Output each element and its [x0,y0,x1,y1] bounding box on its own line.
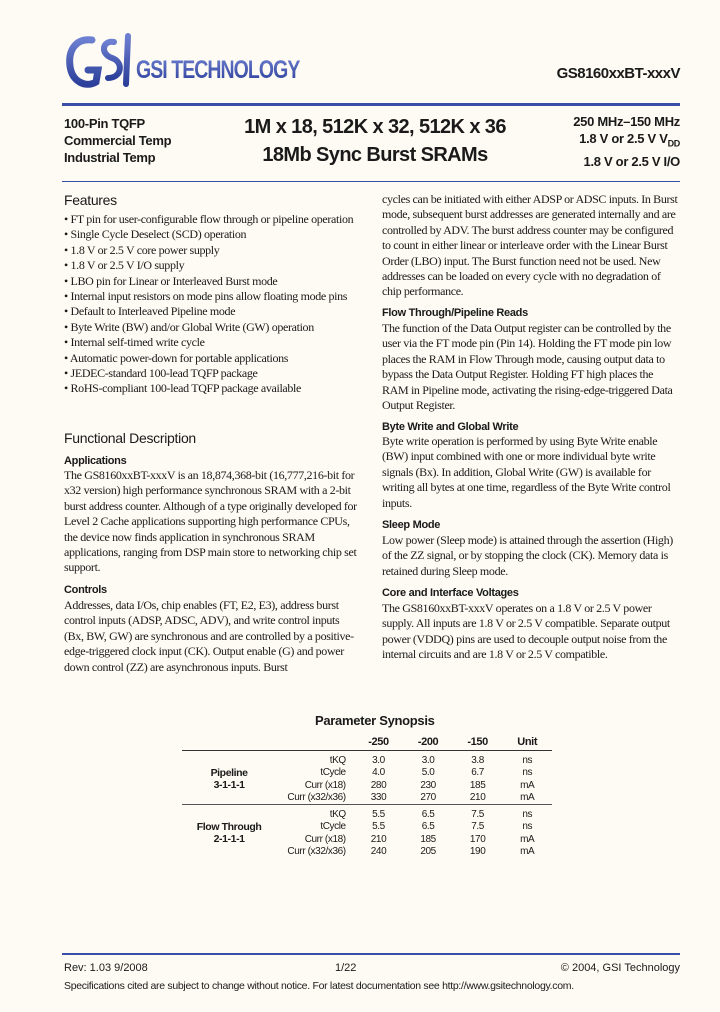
byte-write-text: Byte write operation is performed by using Byte Write enable (BW) input combined with one or more individual byte write signals (Bx). In addition, Global Write (GW) is available for writing all bytes at one time, regardless of the Byte Write control inputs. [382,434,671,510]
frequency-range: 250 MHz–150 MHz [573,114,680,129]
column-header: -150 [453,734,503,751]
list-item: • Byte Write (BW) and/or Global Write (GW) operation [64,320,360,335]
table-cell: mA [520,792,535,804]
mode-label: 3-1-1-1 [213,779,245,791]
table-cell: 3.0 [421,754,435,766]
param-label: tCycle [320,821,346,833]
table-cell: mA [520,846,535,858]
table-cell: ns [522,821,533,833]
controls-heading: Controls [64,584,107,596]
table-cell: 3.0 [372,754,385,766]
table-row [182,779,552,792]
features-heading: Features [64,192,117,208]
package-line: 100-Pin TQFP [64,116,145,131]
param-label: tKQ [329,754,346,766]
table-cell: 230 [420,779,436,791]
gsi-technology-logo [62,28,300,98]
param-label: Curr (x18) [304,833,346,845]
header-rule [62,103,680,106]
list-item: • Internal input resistors on mode pins allow floating mode pins [64,289,360,304]
list-item: • Default to Interleaved Pipeline mode [64,304,360,319]
mode-label: Flow Through [196,821,262,833]
table-cell: 3.8 [471,754,484,766]
table-cell: 5.5 [372,808,385,820]
param-label: Curr (x32/x36) [287,792,346,804]
table-row [182,808,552,821]
part-number: GS8160xxBT-xxxV [556,65,680,82]
table-cell: 6.5 [421,821,435,833]
applications-heading: Applications [64,455,127,467]
list-item: • FT pin for user-configurable flow through or pipeline operation [64,212,360,227]
list-item: • RoHS-compliant 100-lead TQFP package available [64,381,360,396]
parameter-table [182,734,552,858]
flow-through-heading: Flow Through/Pipeline Reads [382,307,528,319]
list-item: • 1.8 V or 2.5 V core power supply [64,243,360,258]
spec-summary [573,113,680,170]
param-label: Curr (x32/x36) [287,846,346,858]
table-cell: ns [522,808,533,820]
list-item: • Single Cycle Deselect (SCD) operation [64,227,360,242]
copyright: © 2004, GSI Technology [560,962,680,974]
column-header: -250 [354,734,404,751]
table-cell: 6.7 [471,767,484,779]
table-row [182,833,552,846]
burst-text: cycles can be initiated with either ADSP or ADSC inputs. In Burst mode, subsequent burst addresses are generated internally and are controlled by ADV. The burst address counter may be configured to count in either linear or interleave order with the Linear Burst Order (LBO) input. The Burst function need not be used. New addresses can be loaded on every cycle with no degradation of chip performance. [382,192,678,299]
package-info [64,115,171,166]
table-row [182,754,552,767]
column-header: -200 [403,734,453,751]
table-cell: 5.5 [372,821,385,833]
table-cell: 270 [420,792,436,804]
title-rule [62,181,680,182]
byte-write-heading: Byte Write and Global Write [382,421,519,433]
table-cell: 7.5 [471,808,484,820]
table-cell: 185 [420,833,436,845]
core-voltages-text: The GS8160xxBT-xxxV operates on a 1.8 V or 2.5 V power supply. All inputs are 1.8 V or 2.5 V compatible. Separate output power (VDDQ) pins are used to decouple output noise from the internal circuits and are 1.8 V or 2.5 V compatible. [382,601,670,662]
features-list [64,212,360,397]
footer-note: Specifications cited are subject to change without notice. For latest documentation see http://www.gsitechnology.com. [64,980,574,992]
table-cell: 6.5 [421,808,435,820]
list-item: • 1.8 V or 2.5 V I/O supply [64,258,360,273]
table-cell: 280 [370,779,387,791]
list-item: • Automatic power-down for portable applications [64,351,360,366]
param-label: tCycle [320,767,346,779]
parameter-synopsis-title: Parameter Synopsis [315,713,435,728]
table-cell: mA [520,833,535,845]
table-cell: mA [520,779,535,791]
mode-label: 2-1-1-1 [213,833,245,845]
functional-heading: Functional Description [64,430,196,446]
table-cell: 330 [370,792,387,804]
table-cell: 210 [370,833,387,845]
table-cell: 205 [420,846,436,858]
list-item: • LBO pin for Linear or Interleaved Burst mode [64,274,360,289]
table-cell: ns [522,767,533,779]
table-cell: 190 [469,846,486,858]
logo-text: GSI TECHNOLOGY [136,55,300,84]
footer-rule [62,953,680,955]
core-voltage: 1.8 V or 2.5 V $V_{DD}$ [579,131,680,149]
applications-text: The GS8160xxBT-xxxV is an 18,874,368-bit (16,777,216-bit for x32 version) high performance synchronous SRAM with a 2-bit burst address counter. Although of a type originally developed for Level 2 Cache applications supporting high performance CPUs, the device now finds application in synchronous SRAM applications, ranging from DSP main store to networking chip set support. [64,468,357,575]
package-line: Industrial Temp [64,150,156,165]
sleep-mode-text: Low power (Sleep mode) is attained through the assertion (High) of the ZZ signal, or by stopping the clock (CK). Memory data is retained during Sleep mode. [382,533,673,578]
table-cell: 170 [469,833,486,845]
page-number: 1/22 [335,962,357,974]
param-label: tKQ [329,808,346,820]
sleep-mode-heading: Sleep Mode [382,519,441,531]
table-cell: 185 [469,779,486,791]
io-voltage: 1.8 V or 2.5 V I/O [583,153,680,169]
document-title [230,113,520,169]
table-cell: 7.5 [471,821,484,833]
table-header-row [182,734,552,751]
table-cell: 210 [469,792,486,804]
title-line: 1M x 18, 512K x 32, 512K x 36 [244,116,506,138]
revision: Rev: 1.03 9/2008 [64,962,148,974]
list-item: • Internal self-timed write cycle [64,335,360,350]
controls-text: Addresses, data I/Os, chip enables (FT, E2, E3), address burst control inputs (ADSP, ADSC, ADV), and write control inputs (Bx, BW, GW) are synchronous and are controlled by a positive-edge-triggered clock input (CK). Output enable (G) and power down control (ZZ) are asynchronous inputs. Burst [64,598,354,674]
table-cell: 240 [370,846,387,858]
table-cell: ns [522,754,533,766]
flow-through-text: The function of the Data Output register can be controlled by the user via the FT mode pin (Pin 14). Holding the FT mode pin low places the RAM in Flow Through mode, causing output data to bypass the Data Output Register. Holding FT high places the RAM in Pipeline mode, activating the rising-edge-triggered Data Output Register. [382,321,673,413]
package-line: Commercial Temp [64,133,172,148]
table-cell: 4.0 [372,767,385,779]
title-line: 18Mb Sync Burst SRAMs [262,144,488,166]
param-label: Curr (x18) [304,779,346,791]
mode-label: Pipeline [210,767,248,779]
table-cell: 5.0 [421,767,435,779]
list-item: • JEDEC-standard 100-lead TQFP package [64,366,360,381]
column-header: Unit [502,734,552,751]
core-voltages-heading: Core and Interface Voltages [382,587,519,599]
